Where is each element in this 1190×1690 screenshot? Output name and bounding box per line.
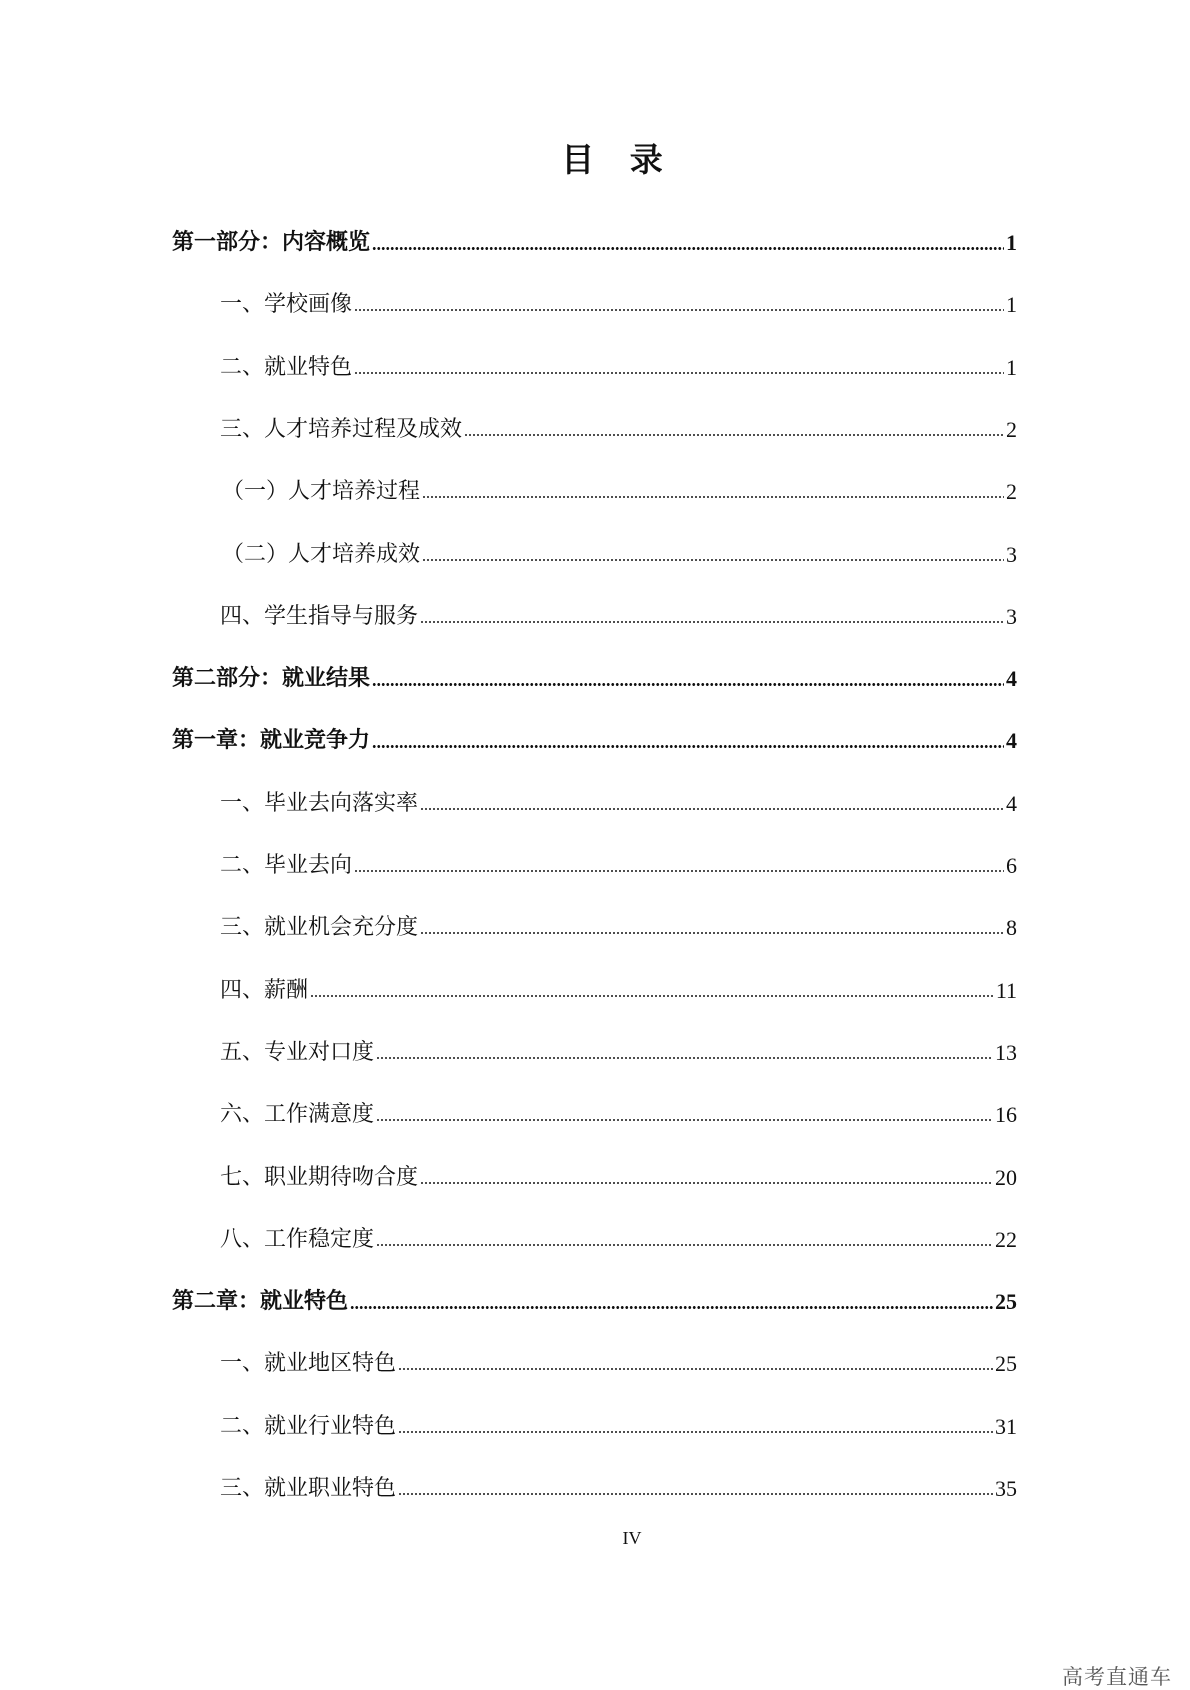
toc-entry[interactable] bbox=[220, 787, 1017, 821]
toc-entry-label: 第二部分：就业结果 bbox=[172, 666, 371, 691]
toc-entry[interactable] bbox=[220, 288, 1017, 322]
toc-dot-leader bbox=[420, 806, 1004, 812]
toc-entry[interactable] bbox=[220, 1410, 1017, 1444]
toc-dot-leader bbox=[398, 1366, 993, 1372]
toc-entry[interactable] bbox=[172, 724, 1017, 758]
toc-dot-leader bbox=[354, 307, 1004, 313]
toc-dot-leader bbox=[422, 557, 1004, 563]
toc-entry-label: 四、学生指导与服务 bbox=[220, 604, 419, 629]
toc-entry-label: 第一章：就业竞争力 bbox=[172, 728, 371, 753]
toc-entry-label: 二、毕业去向 bbox=[220, 853, 353, 878]
toc-dot-leader bbox=[422, 494, 1004, 500]
toc-entry-page: 6 bbox=[1006, 853, 1017, 878]
toc-entry-page: 13 bbox=[995, 1040, 1017, 1065]
toc-entry-label: （一）人才培养过程 bbox=[222, 479, 421, 504]
toc-entry-label: 三、就业职业特色 bbox=[220, 1476, 397, 1501]
toc-entry[interactable] bbox=[220, 1347, 1017, 1381]
toc-entry-label: 第二章：就业特色 bbox=[172, 1289, 349, 1314]
toc-dot-leader bbox=[464, 432, 1004, 438]
toc-entry[interactable] bbox=[172, 1285, 1017, 1319]
toc-entry-label: 第一部分：内容概览 bbox=[172, 230, 371, 255]
toc-dot-leader bbox=[354, 370, 1004, 376]
toc-dot-leader bbox=[420, 619, 1004, 625]
toc-entry[interactable] bbox=[220, 1223, 1017, 1257]
toc-dot-leader bbox=[420, 1180, 993, 1186]
toc-entry-label: 二、就业行业特色 bbox=[220, 1414, 397, 1439]
toc-entry[interactable] bbox=[220, 1472, 1017, 1506]
toc-entry-page: 20 bbox=[995, 1165, 1017, 1190]
toc-entry[interactable] bbox=[220, 1036, 1017, 1070]
toc-dot-leader bbox=[350, 1304, 993, 1310]
toc-dot-leader bbox=[420, 930, 1004, 936]
toc-dot-leader bbox=[372, 245, 1004, 251]
toc-entry[interactable] bbox=[220, 911, 1017, 945]
toc-entry-page: 22 bbox=[995, 1227, 1017, 1252]
toc-dot-leader bbox=[310, 993, 994, 999]
toc-entry[interactable] bbox=[220, 600, 1017, 634]
toc-entry-page: 2 bbox=[1006, 417, 1017, 442]
toc-entry-page: 31 bbox=[995, 1414, 1017, 1439]
toc-entry-page: 3 bbox=[1006, 604, 1017, 629]
toc-entry-page: 3 bbox=[1006, 542, 1017, 567]
page-title: 目 录 bbox=[561, 140, 675, 179]
toc-dot-leader bbox=[372, 681, 1004, 687]
toc-entry[interactable] bbox=[172, 662, 1017, 696]
toc-entry-page: 1 bbox=[1006, 230, 1017, 255]
page-number: IV bbox=[622, 1528, 642, 1548]
toc-entry[interactable] bbox=[220, 974, 1017, 1008]
toc-entry-label: 二、就业特色 bbox=[220, 355, 353, 380]
toc-entry-page: 1 bbox=[1006, 292, 1017, 317]
toc-dot-leader bbox=[376, 1117, 993, 1123]
toc-entry[interactable] bbox=[220, 1161, 1017, 1195]
toc-dot-leader bbox=[372, 743, 1004, 749]
toc-entry-page: 4 bbox=[1006, 791, 1017, 816]
toc-entry-page: 35 bbox=[995, 1476, 1017, 1501]
toc-entry-label: 一、毕业去向落实率 bbox=[220, 791, 419, 816]
toc-entry-page: 1 bbox=[1006, 355, 1017, 380]
toc-dot-leader bbox=[376, 1055, 993, 1061]
toc-entry-label: 一、就业地区特色 bbox=[220, 1351, 397, 1376]
toc-entry[interactable] bbox=[172, 226, 1017, 260]
toc-entry-label: 三、就业机会充分度 bbox=[220, 915, 419, 940]
watermark-text: 高考直通车 bbox=[1062, 1665, 1172, 1689]
toc-entry[interactable] bbox=[220, 351, 1017, 385]
toc-entry-label: 三、人才培养过程及成效 bbox=[220, 417, 463, 442]
toc-dot-leader bbox=[354, 868, 1004, 874]
toc-entry-label: 八、工作稳定度 bbox=[220, 1227, 375, 1252]
toc-entry-page: 11 bbox=[995, 978, 1017, 1003]
toc-dot-leader bbox=[398, 1491, 993, 1497]
toc-entry-label: 五、专业对口度 bbox=[220, 1040, 375, 1065]
toc-entry[interactable] bbox=[220, 849, 1017, 883]
toc-entry-page: 4 bbox=[1006, 666, 1017, 691]
toc-dot-leader bbox=[376, 1242, 993, 1248]
toc-entry-label: 四、薪酬 bbox=[220, 978, 309, 1003]
toc-entry-label: 一、学校画像 bbox=[220, 292, 353, 317]
toc-entry-page: 16 bbox=[995, 1102, 1017, 1127]
toc-entry-label: （二）人才培养成效 bbox=[222, 542, 421, 567]
toc-entry[interactable] bbox=[222, 475, 1017, 509]
toc-entry[interactable] bbox=[220, 1098, 1017, 1132]
toc-entry-page: 25 bbox=[995, 1351, 1017, 1376]
toc-dot-leader bbox=[398, 1429, 993, 1435]
toc-entry[interactable] bbox=[222, 538, 1017, 572]
toc-entry[interactable] bbox=[220, 413, 1017, 447]
toc-entry-page: 4 bbox=[1006, 728, 1017, 753]
toc-entry-label: 七、职业期待吻合度 bbox=[220, 1165, 419, 1190]
toc-entry-page: 2 bbox=[1006, 479, 1017, 504]
toc-entry-label: 六、工作满意度 bbox=[220, 1102, 375, 1127]
toc-entry-page: 25 bbox=[995, 1289, 1017, 1314]
toc-entry-page: 8 bbox=[1006, 915, 1017, 940]
